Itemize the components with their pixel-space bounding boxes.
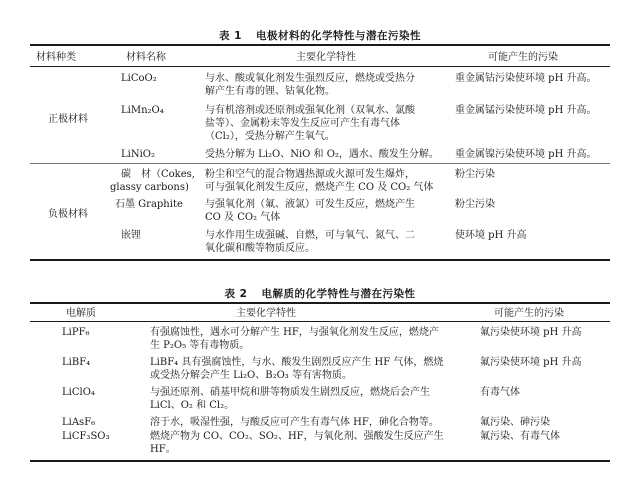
table2-header-rule xyxy=(30,321,610,322)
table1-top-rule xyxy=(30,44,610,46)
table2-title: 电解质的化学特性与潜在污染性 xyxy=(261,288,416,300)
table2-row-property-line: LiBF₄ 具有强腐蚀性，与水、酸发生剧烈反应产生 HF 气体，燃烧 xyxy=(150,357,444,368)
table2-header-property: 主要化学特性 xyxy=(236,308,296,319)
table1-title: 电极材料的化学特性与潜在污染性 xyxy=(255,30,421,42)
table2-row-name: LiBF₄ xyxy=(62,357,91,368)
table2-row-pollution: 氟污染使环境 pH 升高 xyxy=(480,327,582,338)
table2-row-pollution: 氟污染、有毒气体 xyxy=(480,431,560,442)
table2-top-rule xyxy=(30,302,610,304)
table2-row-property-line: 燃烧产物为 CO、CO₂、SO₂、HF，与氧化剂、强酸发生反应产生 xyxy=(150,431,444,442)
table1-row-pollution: 粉尘污染 xyxy=(455,169,495,180)
table1-row-property-line: 粉尘和空气的混合物遇热源或火源可发生爆炸， xyxy=(205,169,415,180)
table1-header-rule xyxy=(30,66,610,67)
table1-row-name: LiMn₂O₄ xyxy=(121,105,164,116)
table1-label: 表 1 xyxy=(219,30,242,42)
table2-row-property-line: LiCl、O₂ 和 Cl₂。 xyxy=(150,400,235,411)
table1-row-pollution: 重金属镍污染使环境 pH 升高。 xyxy=(455,149,597,160)
table1-row-property-line: 与有机溶剂或还原剂或强氧化剂（双氧水、氯酸 xyxy=(205,105,415,116)
table2-row-property-line: 生 P₂O₅ 等有毒物质。 xyxy=(150,340,250,351)
table1-row-property-line: 盐等）、金属粉末等发生反应可产生有毒气体 xyxy=(205,118,400,129)
table2-row-pollution: 氟污染、砷污染 xyxy=(480,417,550,428)
table1-row-pollution: 使环境 pH 升高 xyxy=(455,230,527,241)
table2-row-pollution: 有毒气体 xyxy=(480,387,520,398)
table1-row-property-line: （Cl₂），受热分解产生氧气。 xyxy=(205,131,335,142)
table1-header-property: 主要化学特性 xyxy=(296,52,356,63)
table2-row-name: LiPF₆ xyxy=(62,327,90,338)
table2-row-property-line: 溶于水，吸湿性强，与酸反应可产生有毒气体 HF，砷化合物等。 xyxy=(150,417,439,428)
table1-row-property-line: 与强氧化剂（氟、液氯）可发生反应，燃烧产生 xyxy=(205,199,415,210)
table1-category-cathode: 正极材料 xyxy=(48,114,88,125)
table1-category-anode: 负极材料 xyxy=(48,209,88,220)
table1-row-name: 石墨 Graphite xyxy=(115,199,183,210)
table1-row-name: 碳 材（Cokes, xyxy=(121,169,195,180)
table1-row-pollution: 重金属钴污染使环境 pH 升高。 xyxy=(455,73,597,84)
table1-header-category: 材料种类 xyxy=(36,52,76,63)
table1-row-property-line: 与水、酸或氧化剂发生强烈反应，燃烧或受热分 xyxy=(205,73,415,84)
table1-row-property-line: 可与强氧化剂发生反应，燃烧产生 CO 及 CO₂ 气体 xyxy=(205,182,434,193)
table1-row-property-line: 解产生有毒的锂、钴氧化物。 xyxy=(205,86,335,97)
table2-row-property-line: HF。 xyxy=(150,444,176,455)
table1-row-property-line: 与水作用生成强碱、自燃，可与氧气、氮气、二 xyxy=(205,230,415,241)
table1-row-pollution: 重金属锰污染使环境 pH 升高。 xyxy=(455,105,597,116)
table1-row-pollution: 粉尘污染 xyxy=(455,199,495,210)
table2-row-name: LiCF₃SO₃ xyxy=(62,431,110,442)
table2-row-property-line: 或受热分解会产生 Li₂O、B₂O₃ 等有害物质。 xyxy=(150,370,352,381)
table1-row-property-line: 氧化碳和酸等物质反应。 xyxy=(205,243,315,254)
table1-row-name: LiCoO₂ xyxy=(121,73,157,84)
table2-label: 表 2 xyxy=(224,288,248,300)
table1-row-property-line: CO 及 CO₂ 气体 xyxy=(205,212,281,223)
table1-row-name: 嵌锂 xyxy=(121,230,141,241)
table2-header-pollution: 可能产生的污染 xyxy=(494,308,564,319)
table2-row-pollution: 氟污染使环境 pH 升高 xyxy=(480,357,582,368)
table1-header-name: 材料名称 xyxy=(126,52,166,63)
table1-header-pollution: 可能产生的污染 xyxy=(488,52,558,63)
table1-row-property-line: 受热分解为 Li₂O、NiO 和 O₂，遇水、酸发生分解。 xyxy=(205,149,439,160)
table2-row-property-line: 与强还原剂、硝基甲烷和肼等物质发生剧烈反应，燃烧后会产生 xyxy=(150,387,430,398)
table2-header-electrolyte: 电解质 xyxy=(66,308,96,319)
table2-row-property-line: 有强腐蚀性，遇水可分解产生 HF，与强氧化剂发生反应，燃烧产 xyxy=(150,327,439,338)
table2-row-name: LiClO₄ xyxy=(62,387,95,398)
table1-bottom-rule xyxy=(30,259,610,261)
table1-row-name: glassy carbons) xyxy=(110,182,189,193)
table2-caption xyxy=(0,286,640,301)
table1-row-name: LiNiO₂ xyxy=(121,149,155,160)
table2-bottom-rule xyxy=(30,460,610,462)
table1-group-divider xyxy=(30,163,610,164)
table1-caption xyxy=(0,28,640,43)
table2-row-name: LiAsF₆ xyxy=(62,417,96,428)
